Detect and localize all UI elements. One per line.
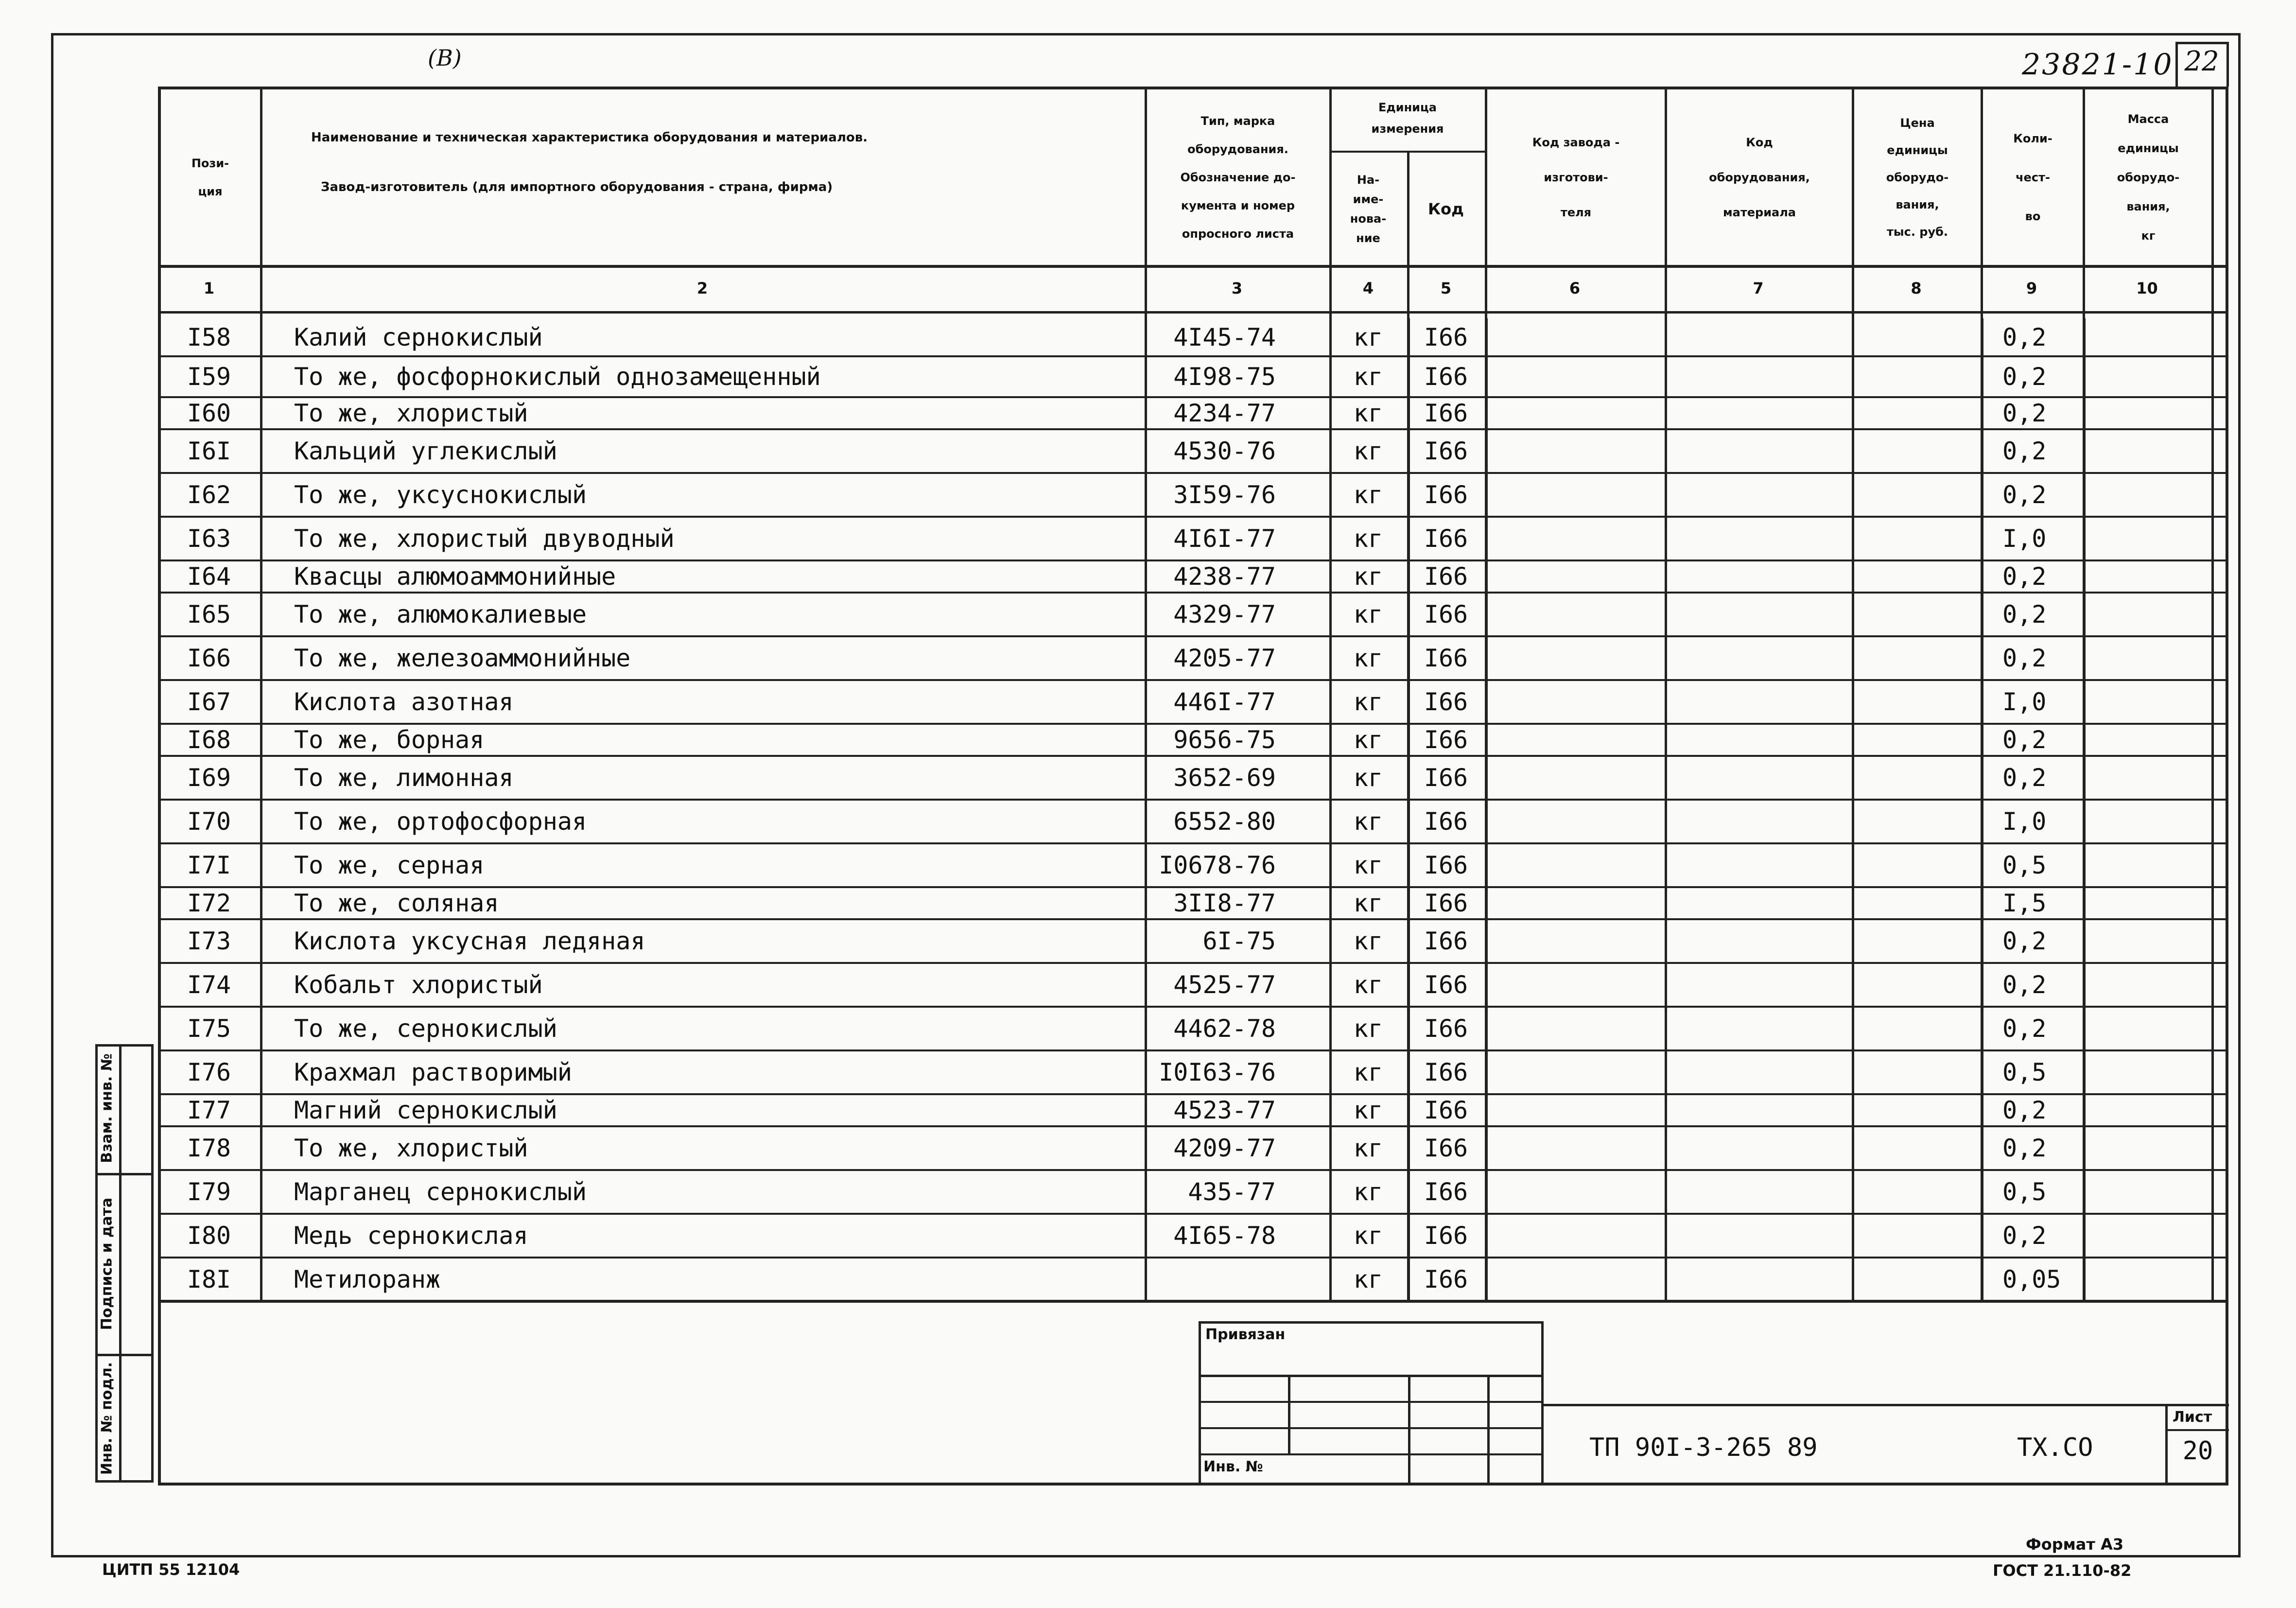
row-document: I0I63-76: [1159, 1058, 1276, 1086]
table-row: [158, 593, 2228, 636]
table-row: [158, 800, 2228, 843]
row-quantity: 0,5: [2002, 1058, 2047, 1086]
row-name: То же, лимонная: [294, 764, 514, 792]
row-position: I7I: [187, 851, 231, 879]
footer-code: ЦИТП 55 12104: [102, 1560, 240, 1579]
table-row: [158, 680, 2228, 724]
row-line: [158, 918, 2228, 920]
grid-line: [260, 311, 262, 1301]
row-name: То же, уксуснокислый: [294, 481, 587, 509]
row-line: [158, 1093, 2228, 1095]
row-line: [158, 1169, 2228, 1171]
column-number: 6: [1569, 279, 1581, 297]
row-code: I66: [1424, 1222, 1468, 1250]
table-row: [158, 887, 2228, 919]
row-unit: кг: [1353, 399, 1383, 427]
table-row: [158, 318, 2228, 356]
grid-line: [158, 265, 2228, 268]
grid-line: [1145, 87, 1147, 314]
row-document: 4205-77: [1173, 644, 1276, 672]
row-code: I66: [1424, 927, 1468, 955]
row-line: [158, 1257, 2228, 1258]
row-name: То же, ортофосфорная: [294, 807, 587, 836]
column-number: 1: [203, 279, 215, 297]
row-position: I69: [187, 764, 231, 792]
row-quantity: 0,2: [2002, 399, 2047, 427]
row-code: I66: [1424, 363, 1468, 391]
table-row: [158, 429, 2228, 473]
row-document: 4530-76: [1173, 437, 1276, 465]
column-number: 9: [2026, 279, 2037, 297]
table-row: [158, 919, 2228, 963]
row-code: I66: [1424, 726, 1468, 754]
table-row: [158, 1126, 2228, 1170]
row-line: [158, 886, 2228, 888]
row-quantity: 0,2: [2002, 644, 2047, 672]
row-line: [158, 396, 2228, 398]
row-position: I70: [187, 807, 231, 836]
row-code: I66: [1424, 688, 1468, 716]
row-code: I66: [1424, 1178, 1468, 1206]
row-quantity: 0,2: [2002, 363, 2047, 391]
row-line: [158, 1213, 2228, 1215]
table-row: [158, 756, 2228, 800]
row-code: I66: [1424, 1096, 1468, 1124]
row-document: 3I59-76: [1173, 481, 1276, 509]
row-unit: кг: [1353, 1058, 1383, 1086]
row-unit: кг: [1353, 1265, 1383, 1293]
row-name: Магний сернокислый: [294, 1096, 557, 1124]
project-number: ТП 90I-3-265 89: [1589, 1433, 1818, 1462]
row-unit: кг: [1353, 927, 1383, 955]
header-type-doc: Тип, марка оборудования. Обозначение до- кумента и номер опросного листа: [1180, 114, 1296, 241]
grid-line: [2083, 87, 2085, 314]
row-line: [158, 355, 2228, 357]
row-name: Кальций углекислый: [294, 437, 557, 465]
row-position: I74: [187, 971, 231, 999]
inv-no-label: Инв. №: [1203, 1458, 1263, 1475]
row-code: I66: [1424, 1058, 1468, 1086]
row-name: То же, сернокислый: [294, 1014, 557, 1043]
row-code: I66: [1424, 481, 1468, 509]
row-position: I76: [187, 1058, 231, 1086]
row-document: 3652-69: [1173, 764, 1276, 792]
row-position: I79: [187, 1178, 231, 1206]
row-position: I60: [187, 399, 231, 427]
row-line: [158, 1049, 2228, 1051]
row-quantity: 0,2: [2002, 481, 2047, 509]
row-document: 4234-77: [1173, 399, 1276, 427]
row-code: I66: [1424, 399, 1468, 427]
row-position: I72: [187, 889, 231, 917]
row-document: 446I-77: [1173, 688, 1276, 716]
row-code: I66: [1424, 971, 1468, 999]
row-position: I8I: [187, 1265, 231, 1293]
row-line: [158, 679, 2228, 681]
row-line: [158, 1125, 2228, 1127]
row-name: То же, борная: [294, 726, 485, 754]
row-code: I66: [1424, 807, 1468, 836]
row-code: I66: [1424, 562, 1468, 591]
row-quantity: 0,2: [2002, 437, 2047, 465]
grid-line: [1665, 311, 1667, 1301]
row-unit: кг: [1353, 889, 1383, 917]
row-document: 9656-75: [1173, 726, 1276, 754]
row-document: 3II8-77: [1173, 889, 1276, 917]
row-name: То же, железоаммонийные: [294, 644, 631, 672]
row-quantity: 0,2: [2002, 971, 2047, 999]
header-name-line2: Завод-изготовитель (для импортного оборудования - страна, фирма): [321, 180, 833, 194]
row-name: Кислота азотная: [294, 688, 514, 716]
row-document: 6I-75: [1202, 927, 1276, 955]
grid-line: [1329, 311, 1332, 1301]
row-unit: кг: [1353, 1134, 1383, 1162]
table-row: [158, 1007, 2228, 1050]
row-line: [158, 755, 2228, 757]
row-line: [158, 962, 2228, 964]
grid-line: [1981, 318, 1983, 1301]
table-row: [158, 843, 2228, 887]
row-unit: кг: [1353, 600, 1383, 629]
table-row: [158, 517, 2228, 560]
row-document: 4209-77: [1173, 1134, 1276, 1162]
row-quantity: 0,2: [2002, 323, 2047, 351]
row-code: I66: [1424, 644, 1468, 672]
row-unit: кг: [1353, 688, 1383, 716]
row-line: [158, 842, 2228, 844]
row-line: [158, 723, 2228, 725]
row-quantity: 0,05: [2002, 1265, 2061, 1293]
grid-line: [1485, 318, 1488, 1301]
sheet-label: Лист: [2173, 1409, 2212, 1426]
row-name: Марганец сернокислый: [294, 1178, 587, 1206]
footer-gost: ГОСТ 21.110-82: [1993, 1561, 2132, 1580]
row-unit: кг: [1353, 971, 1383, 999]
row-unit: кг: [1353, 524, 1383, 553]
table-row: [158, 1094, 2228, 1126]
row-unit: кг: [1353, 1014, 1383, 1043]
row-position: I6I: [187, 437, 231, 465]
row-line: [158, 428, 2228, 430]
table-row: [158, 1258, 2228, 1301]
row-position: I66: [187, 644, 231, 672]
row-name: Кислота уксусная ледяная: [294, 927, 645, 955]
footer-format: Формат А3: [2026, 1535, 2124, 1554]
row-name: Квасцы алюмоаммонийные: [294, 562, 616, 591]
row-unit: кг: [1353, 1178, 1383, 1206]
grid-line: [1407, 151, 1409, 318]
row-unit: кг: [1353, 807, 1383, 836]
header-equipment-code: Код оборудования, материала: [1709, 136, 1810, 219]
header-unit-name: На- име- нова- ние: [1350, 173, 1387, 245]
row-quantity: I,5: [2002, 889, 2047, 917]
header-position: Пози- ция: [191, 157, 229, 198]
binding-label: Привязан: [1205, 1326, 1286, 1343]
row-position: I58: [187, 323, 231, 351]
row-quantity: I,0: [2002, 807, 2047, 836]
row-code: I66: [1424, 600, 1468, 629]
header-unit-code: Код: [1428, 200, 1464, 218]
row-position: I73: [187, 927, 231, 955]
row-code: I66: [1424, 889, 1468, 917]
row-quantity: I,0: [2002, 524, 2047, 553]
side-stamp-vzam: Взам. инв. №: [98, 1053, 116, 1163]
row-unit: кг: [1353, 1096, 1383, 1124]
header-price: Цена единицы оборудо- вания, тыс. руб.: [1886, 116, 1949, 239]
table-row: [158, 473, 2228, 517]
column-number: 4: [1362, 279, 1374, 297]
header-mass: Масса единицы оборудо- вания, кг: [2117, 112, 2180, 243]
grid-line: [1329, 87, 1332, 314]
row-quantity: 0,2: [2002, 726, 2047, 754]
header-plant-code: Код завода - изготови- теля: [1532, 136, 1620, 219]
header-name-line1: Наименование и техническая характеристика оборудования и материалов.: [311, 130, 868, 145]
row-code: I66: [1424, 437, 1468, 465]
row-document: 4238-77: [1173, 562, 1276, 591]
row-code: I66: [1424, 1265, 1468, 1293]
row-line: [158, 1006, 2228, 1008]
row-unit: кг: [1353, 644, 1383, 672]
side-stamp-signature-date: Подпись и дата: [98, 1197, 116, 1330]
row-position: I67: [187, 688, 231, 716]
column-number: 8: [1911, 279, 1922, 297]
row-quantity: 0,2: [2002, 1096, 2047, 1124]
column-number: 2: [696, 279, 708, 297]
grid-line: [1665, 87, 1667, 314]
row-code: I66: [1424, 524, 1468, 553]
row-name: Медь сернокислая: [294, 1222, 528, 1250]
row-code: I66: [1424, 323, 1468, 351]
row-quantity: 0,2: [2002, 927, 2047, 955]
row-position: I75: [187, 1014, 231, 1043]
row-unit: кг: [1353, 323, 1383, 351]
row-position: I65: [187, 600, 231, 629]
row-code: I66: [1424, 1134, 1468, 1162]
row-name: Метилоранж: [294, 1265, 441, 1293]
handwritten-doc-code: 23821-10: [2022, 48, 2174, 82]
column-number: 10: [2136, 279, 2158, 297]
grid-line: [158, 1300, 2228, 1303]
row-unit: кг: [1353, 363, 1383, 391]
grid-line: [1407, 318, 1410, 1301]
table-row: [158, 724, 2228, 756]
row-document: I0678-76: [1159, 851, 1276, 879]
grid-line: [1981, 87, 1983, 314]
top-mark: (В): [428, 45, 462, 71]
row-document: 4I45-74: [1173, 323, 1276, 351]
row-unit: кг: [1353, 1222, 1383, 1250]
row-position: I63: [187, 524, 231, 553]
row-position: I59: [187, 363, 231, 391]
grid-line: [1852, 311, 1854, 1301]
row-document: [1145, 1258, 1329, 1301]
column-number: 3: [1231, 279, 1243, 297]
side-stamp-inv-podl: Инв. № подл.: [98, 1362, 116, 1475]
row-name: То же, алюмокалиевые: [294, 600, 587, 629]
row-code: I66: [1424, 1014, 1468, 1043]
table-row: [158, 356, 2228, 397]
row-unit: кг: [1353, 481, 1383, 509]
row-document: 4I6I-77: [1173, 524, 1276, 553]
table-row: [158, 1050, 2228, 1094]
grid-line: [2083, 318, 2086, 1301]
row-document: 6552-80: [1173, 807, 1276, 836]
grid-line: [2211, 87, 2214, 314]
row-code: I66: [1424, 764, 1468, 792]
row-name: То же, хлористый: [294, 1134, 528, 1162]
row-unit: кг: [1353, 437, 1383, 465]
table-row: [158, 560, 2228, 593]
header-unit-group: Единица измерения: [1371, 101, 1444, 136]
row-document: 4523-77: [1173, 1096, 1276, 1124]
grid-line: [158, 311, 2228, 314]
top-page-number: 22: [2184, 46, 2219, 77]
row-name: То же, фосфорнокислый однозамещенный: [294, 363, 821, 391]
row-document: 4525-77: [1173, 971, 1276, 999]
row-quantity: 0,2: [2002, 1134, 2047, 1162]
row-name: Крахмал растворимый: [294, 1058, 572, 1086]
table-row: [158, 1170, 2228, 1214]
drawing-mark: ТХ.СО: [2017, 1433, 2093, 1462]
row-unit: кг: [1353, 851, 1383, 879]
row-quantity: 0,2: [2002, 562, 2047, 591]
row-position: I78: [187, 1134, 231, 1162]
table-row: [158, 1214, 2228, 1258]
row-unit: кг: [1353, 562, 1383, 591]
row-quantity: 0,2: [2002, 764, 2047, 792]
grid-line: [1852, 87, 1854, 314]
row-unit: кг: [1353, 764, 1383, 792]
row-quantity: I,0: [2002, 688, 2047, 716]
row-line: [158, 799, 2228, 801]
row-position: I68: [187, 726, 231, 754]
row-unit: кг: [1353, 726, 1383, 754]
table-row: [158, 963, 2228, 1007]
grid-line: [260, 87, 262, 314]
row-position: I62: [187, 481, 231, 509]
row-line: [158, 592, 2228, 594]
table-row: [158, 397, 2228, 429]
column-number: 5: [1440, 279, 1452, 297]
row-name: Калий сернокислый: [294, 323, 543, 351]
grid-line: [1145, 311, 1147, 1301]
row-name: Кобальт хлористый: [294, 971, 543, 999]
row-quantity: 0,2: [2002, 600, 2047, 629]
header-quantity: Коли- чест- во: [2013, 132, 2052, 223]
row-line: [158, 472, 2228, 474]
row-code: I66: [1424, 851, 1468, 879]
row-document: 4I98-75: [1173, 363, 1276, 391]
row-quantity: 0,5: [2002, 1178, 2047, 1206]
row-document: 435-77: [1188, 1178, 1276, 1206]
column-number: 7: [1753, 279, 1764, 297]
grid-line: [2211, 311, 2214, 1301]
row-document: 4I65-78: [1173, 1222, 1276, 1250]
row-line: [158, 559, 2228, 561]
row-name: То же, серная: [294, 851, 485, 879]
sheet-number: 20: [2182, 1436, 2213, 1466]
row-line: [158, 635, 2228, 637]
row-quantity: 0,2: [2002, 1222, 2047, 1250]
row-name: То же, соляная: [294, 889, 499, 917]
row-document: 4462-78: [1173, 1014, 1276, 1043]
row-document: 4329-77: [1173, 600, 1276, 629]
row-line: [158, 516, 2228, 518]
row-position: I80: [187, 1222, 231, 1250]
row-quantity: 0,2: [2002, 1014, 2047, 1043]
table-row: [158, 636, 2228, 680]
grid-line: [1485, 87, 1487, 314]
row-name: То же, хлористый двуводный: [294, 524, 675, 553]
row-position: I64: [187, 562, 231, 591]
row-quantity: 0,5: [2002, 851, 2047, 879]
row-name: То же, хлористый: [294, 399, 528, 427]
row-position: I77: [187, 1096, 231, 1124]
